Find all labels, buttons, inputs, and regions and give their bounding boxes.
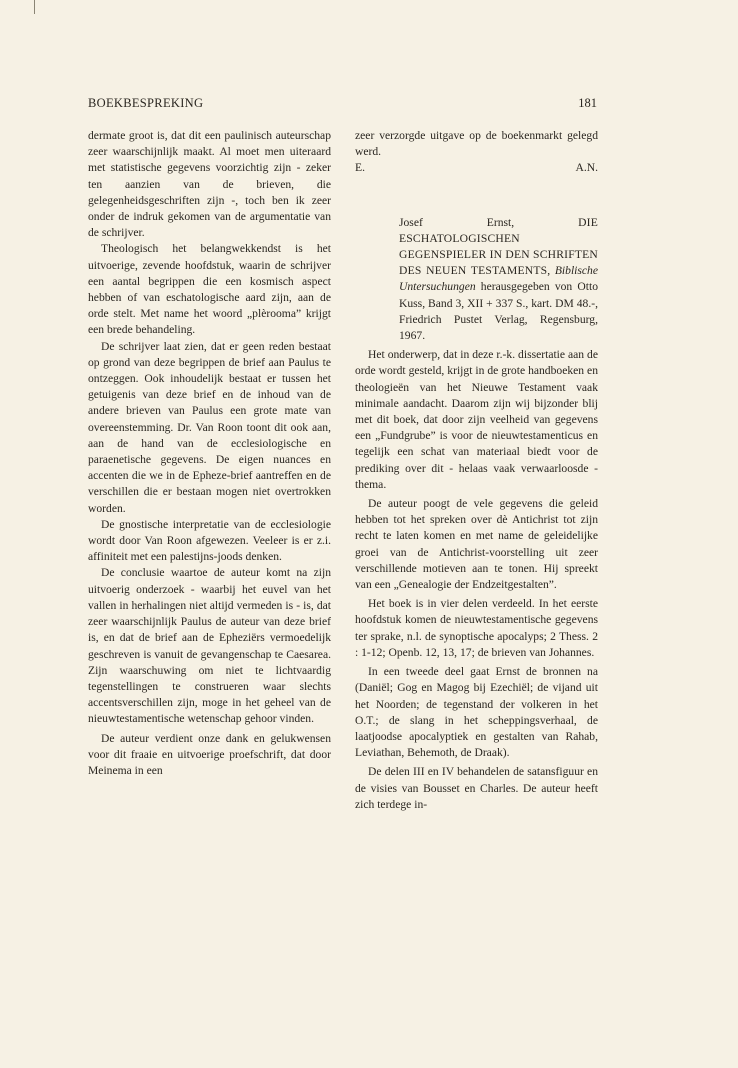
left-paragraph-1: dermate groot is, dat dit een paulinisch auteurschap zeer waarschijnlijk maakt. Al moet men uiteraard met statistische gegevens voorzichtig zijn - zeker ten aanzien van de brieven, die gelegenheidsgeschriften zijn -, toch ben ik zeer onder de indruk gekomen van de argumentatie van de schrijver.: [88, 129, 331, 240]
left-paragraph-3: De schrijver laat zien, dat er geen reden bestaat op grond van deze begrippen de brief aan Paulus te ontzeggen. Ook inhoudelijk bestaat er tussen het getuigenis van deze brief en de inhoud van de andere brieven van Paulus een grote mate van overeenstemming. Dr. Van Roon toont dit ook aan, aan de hand van de ecclesiologische en paraenetische gegevens. De eigen nuances en accenten die we in de Epheze-brief aantreffen en de verschillen die er bestaan mogen niet overtrokken worden.: [88, 339, 331, 515]
citation-details: herausgegeben von Otto Kuss, Band 3, XII + 337 S., kart. DM 48.-, Friedrich Pustet Verlag, Regensburg, 1967.: [399, 280, 598, 343]
left-paragraph-4: De gnostische interpretatie van de ecclesiologie wordt door Van Roon afgewezen. Veeleer is er z.i. affiniteit met een palestijns-joods denken.: [88, 517, 331, 564]
right-paragraph-3: Het boek is in vier delen verdeeld. In het eerste hoofdstuk komen de nieuwtestamentische gegevens ter sprake, n.l. de synoptische apocalyps; 2 Thess. 2 : 1-12; Openb. 12, 13, 17; de brieven van Johannes.: [355, 597, 598, 659]
signature-row: [355, 160, 598, 176]
signature-initials-right: A.N.: [575, 161, 598, 175]
citation-author: Josef Ernst,: [399, 215, 579, 229]
left-column: [88, 128, 331, 779]
right-paragraph-5: De delen III en IV behandelen de satansfiguur en de visies van Bousset en Charles. De auteur heeft zich terdege in-: [355, 765, 598, 811]
right-paragraph-2: De auteur poogt de vele gegevens die geleid hebben tot het spreken over dè Antichrist tot zijn recht te laten komen en met name de geleidelijke groei van de Antichrist-voorstelling uit zeer verschillende motieven aan te tonen. Hij spreekt van een „Genealogie der Endzeitgestalten”.: [355, 497, 598, 592]
right-paragraph-4: In een tweede deel gaat Ernst de bronnen na (Daniël; Gog en Magog bij Ezechiël; de vijand uit het Noorden; de tegenstand der volkeren in het O.T.; de slang in het scheppingsverhaal, de laatjoodse apocalyptiek en gestalten van Rahab, Leviathan, Behemoth, de Draak).: [355, 665, 598, 760]
right-column: [355, 128, 598, 813]
page-number: 181: [578, 96, 597, 110]
citation-title: DIE ESCHATOLOGISCHEN GEGENSPIELER IN DEN SCHRIFTEN DES NEUEN TESTAMENTS,: [399, 215, 598, 278]
left-paragraph-6: De auteur verdient onze dank en gelukwensen voor dit fraaie en uitvoerige proefschrift, dat door Meinema in een: [88, 731, 331, 777]
signature-initial-left: E.: [355, 161, 365, 175]
book-citation: [399, 215, 598, 345]
right-paragraph-0: zeer verzorgde uitgave op de boekenmarkt gelegd werd.: [355, 129, 598, 159]
left-paragraph-5: De conclusie waartoe de auteur komt na zijn uitvoerig onderzoek - waarbij het euvel van het vallen in herhalingen niet altijd vermeden is - is, dat zeer waarschijnlijk Paulus de auteur van deze brief is, en dat de brief aan de Epheziërs vermoedelijk geschreven is vanuit de gevangenschap te Caesarea. Zijn waarschuwing om niet te lichtvaardig tegenstellingen te construeren waar slechts accentsverschillen zijn, moge in het geheel van de nieuwtestamentische wetenschap gehoor vinden.: [88, 566, 331, 726]
running-head: BOEKBESPREKING: [88, 96, 204, 110]
left-paragraph-2: Theologisch het belangwekkendst is het uitvoerige, zevende hoofdstuk, waarin de schrijver een aantal begrippen die een kosmisch aspect hebben of van eschatologische aard zijn, aan de orde stelt. Met name het woord „plèrooma” krijgt een brede behandeling.: [88, 242, 331, 337]
scan-edge-mark: [34, 0, 35, 14]
right-paragraph-1: Het onderwerp, dat in deze r.-k. dissertatie aan de orde wordt gesteld, krijgt in de grote handboeken en theologieën van het Nieuwe Testament vaak minimale aandacht. Daarom zijn wij bijzonder blij met dit boek, dat door zijn veelheid van gegevens een „Fundgrube” is voor de nieuwtestamenticus en tegelijk een schat van materiaal biedt voor de prediking over dit - helaas vaak verwaarloosde - thema.: [355, 348, 598, 491]
citation-series: Biblische Untersuchungen: [399, 264, 598, 294]
